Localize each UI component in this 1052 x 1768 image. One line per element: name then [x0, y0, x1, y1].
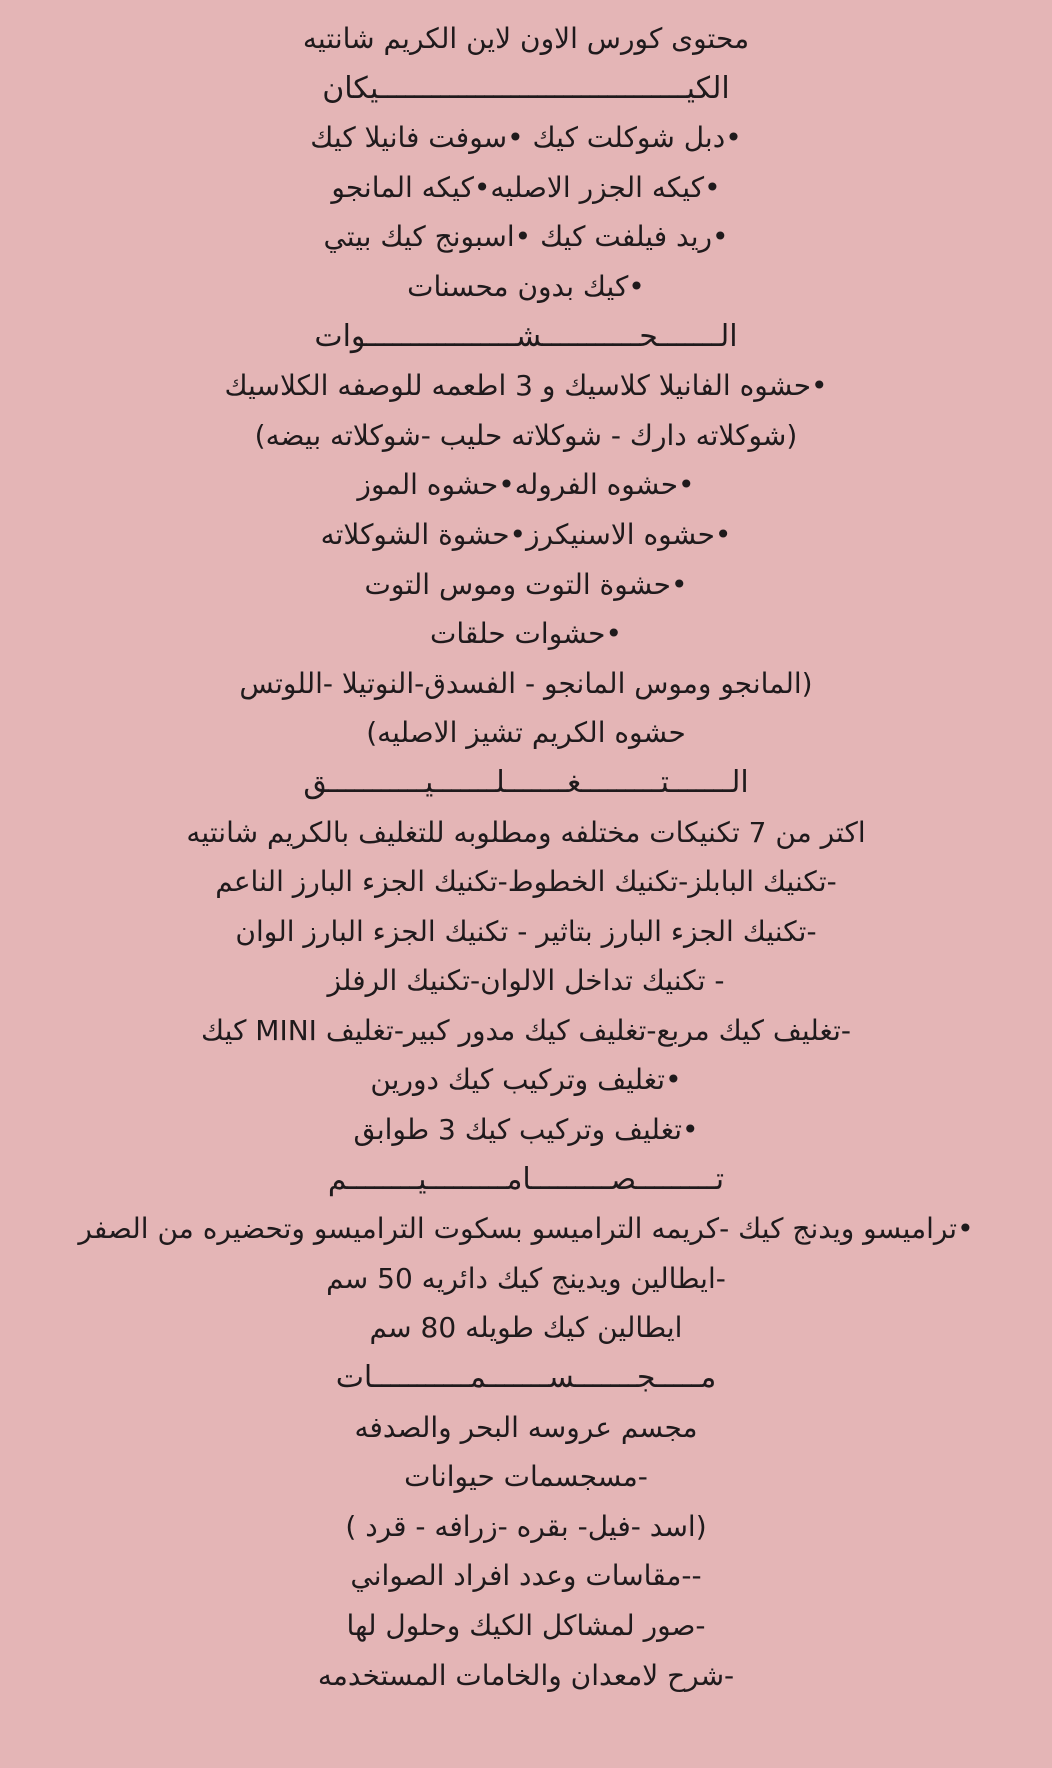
- list-item: -تكنيك البابلز-تكنيك الخطوط-تكنيك الجزء البارز الناعم: [215, 865, 837, 899]
- list-item: -صور لمشاكل الكيك وحلول لها: [346, 1609, 706, 1642]
- list-item: ايطالين كيك طويله 80 سم: [369, 1311, 683, 1345]
- list-item: - تكنيك تداخل الالوان-تكنيك الرفلز: [327, 964, 725, 998]
- section-heading-covering: الـــــــتـــــــــغـــــــلـــــــيـــــــــــق: [303, 764, 749, 800]
- section-heading-cakes: الكيـــــــــــــــــــــــــــــــــــيكان: [322, 70, 730, 106]
- list-item: •حشوة التوت وموس التوت: [364, 567, 688, 601]
- list-item: -مسجسمات حيوانات: [404, 1460, 648, 1494]
- list-item: •تغليف وتركيب كيك 3 طوابق: [353, 1113, 699, 1147]
- list-item: •كيكه الجزر الاصليه•كيكه المانجو: [331, 170, 721, 204]
- list-item: (اسد -فيل- بقره -زرافه - قرد ): [345, 1509, 707, 1543]
- list-item: مجسم عروسه البحر والصدفه: [354, 1410, 698, 1444]
- list-item: •حشوه الاسنيكرز•حشوة الشوكلاته: [320, 517, 732, 551]
- list-item: •حشوه الفروله•حشوه الموز: [357, 468, 695, 502]
- list-item: حشوه الكريم تشيز الاصليه): [366, 716, 686, 750]
- list-item: •تراميسو ويدنج كيك -كريمه التراميسو بسكوت التراميسو وتحضيره من الصفر: [78, 1212, 974, 1246]
- section-heading-sculptures: مـــــجـــــــســـــــمـــــــــــات: [335, 1360, 717, 1396]
- list-item: (المانجو وموس المانجو - الفسدق-النوتيلا -اللوتس: [239, 666, 813, 700]
- list-item: (شوكلاته دارك - شوكلاته حليب -شوكلاته بيضه): [254, 418, 798, 452]
- section-heading-designs: تـــــــــصـــــــــامـــــــــيــــــــم: [327, 1161, 725, 1197]
- section-heading-fillings: الـــــــحـــــــــــشـــــــــــــــــوات: [314, 318, 738, 354]
- list-item: •تغليف وتركيب كيك دورين: [370, 1063, 682, 1097]
- list-item: --مقاسات وعدد افراد الصواني: [350, 1559, 702, 1593]
- page-title: محتوى كورس الاون لاين الكريم شانتيه: [302, 22, 750, 55]
- list-item: •حشوات حلقات: [430, 617, 622, 651]
- list-item: •دبل شوكلت كيك •سوفت فانيلا كيك: [310, 121, 742, 155]
- list-item: -تغليف كيك مربع-تغليف كيك مدور كبير-تغليف MINI كيك: [201, 1013, 851, 1047]
- list-item: -شرح لامعدان والخامات المستخدمه: [317, 1658, 735, 1692]
- list-item: •ريد فيلفت كيك •اسبونج كيك بيتي: [323, 220, 729, 254]
- list-item: •حشوه الفانيلا كلاسيك و 3 اطعمه للوصفه الكلاسيك: [224, 369, 828, 403]
- list-item: اكتر من 7 تكنيكات مختلفه ومطلوبه للتغليف بالكريم شانتيه: [186, 815, 866, 849]
- list-item: -تكنيك الجزء البارز بتاثير - تكنيك الجزء البارز الوان: [235, 914, 817, 948]
- list-item: •كيك بدون محسنات: [407, 269, 645, 303]
- list-item: -ايطالين ويدينج كيك دائريه 50 سم: [326, 1261, 726, 1295]
